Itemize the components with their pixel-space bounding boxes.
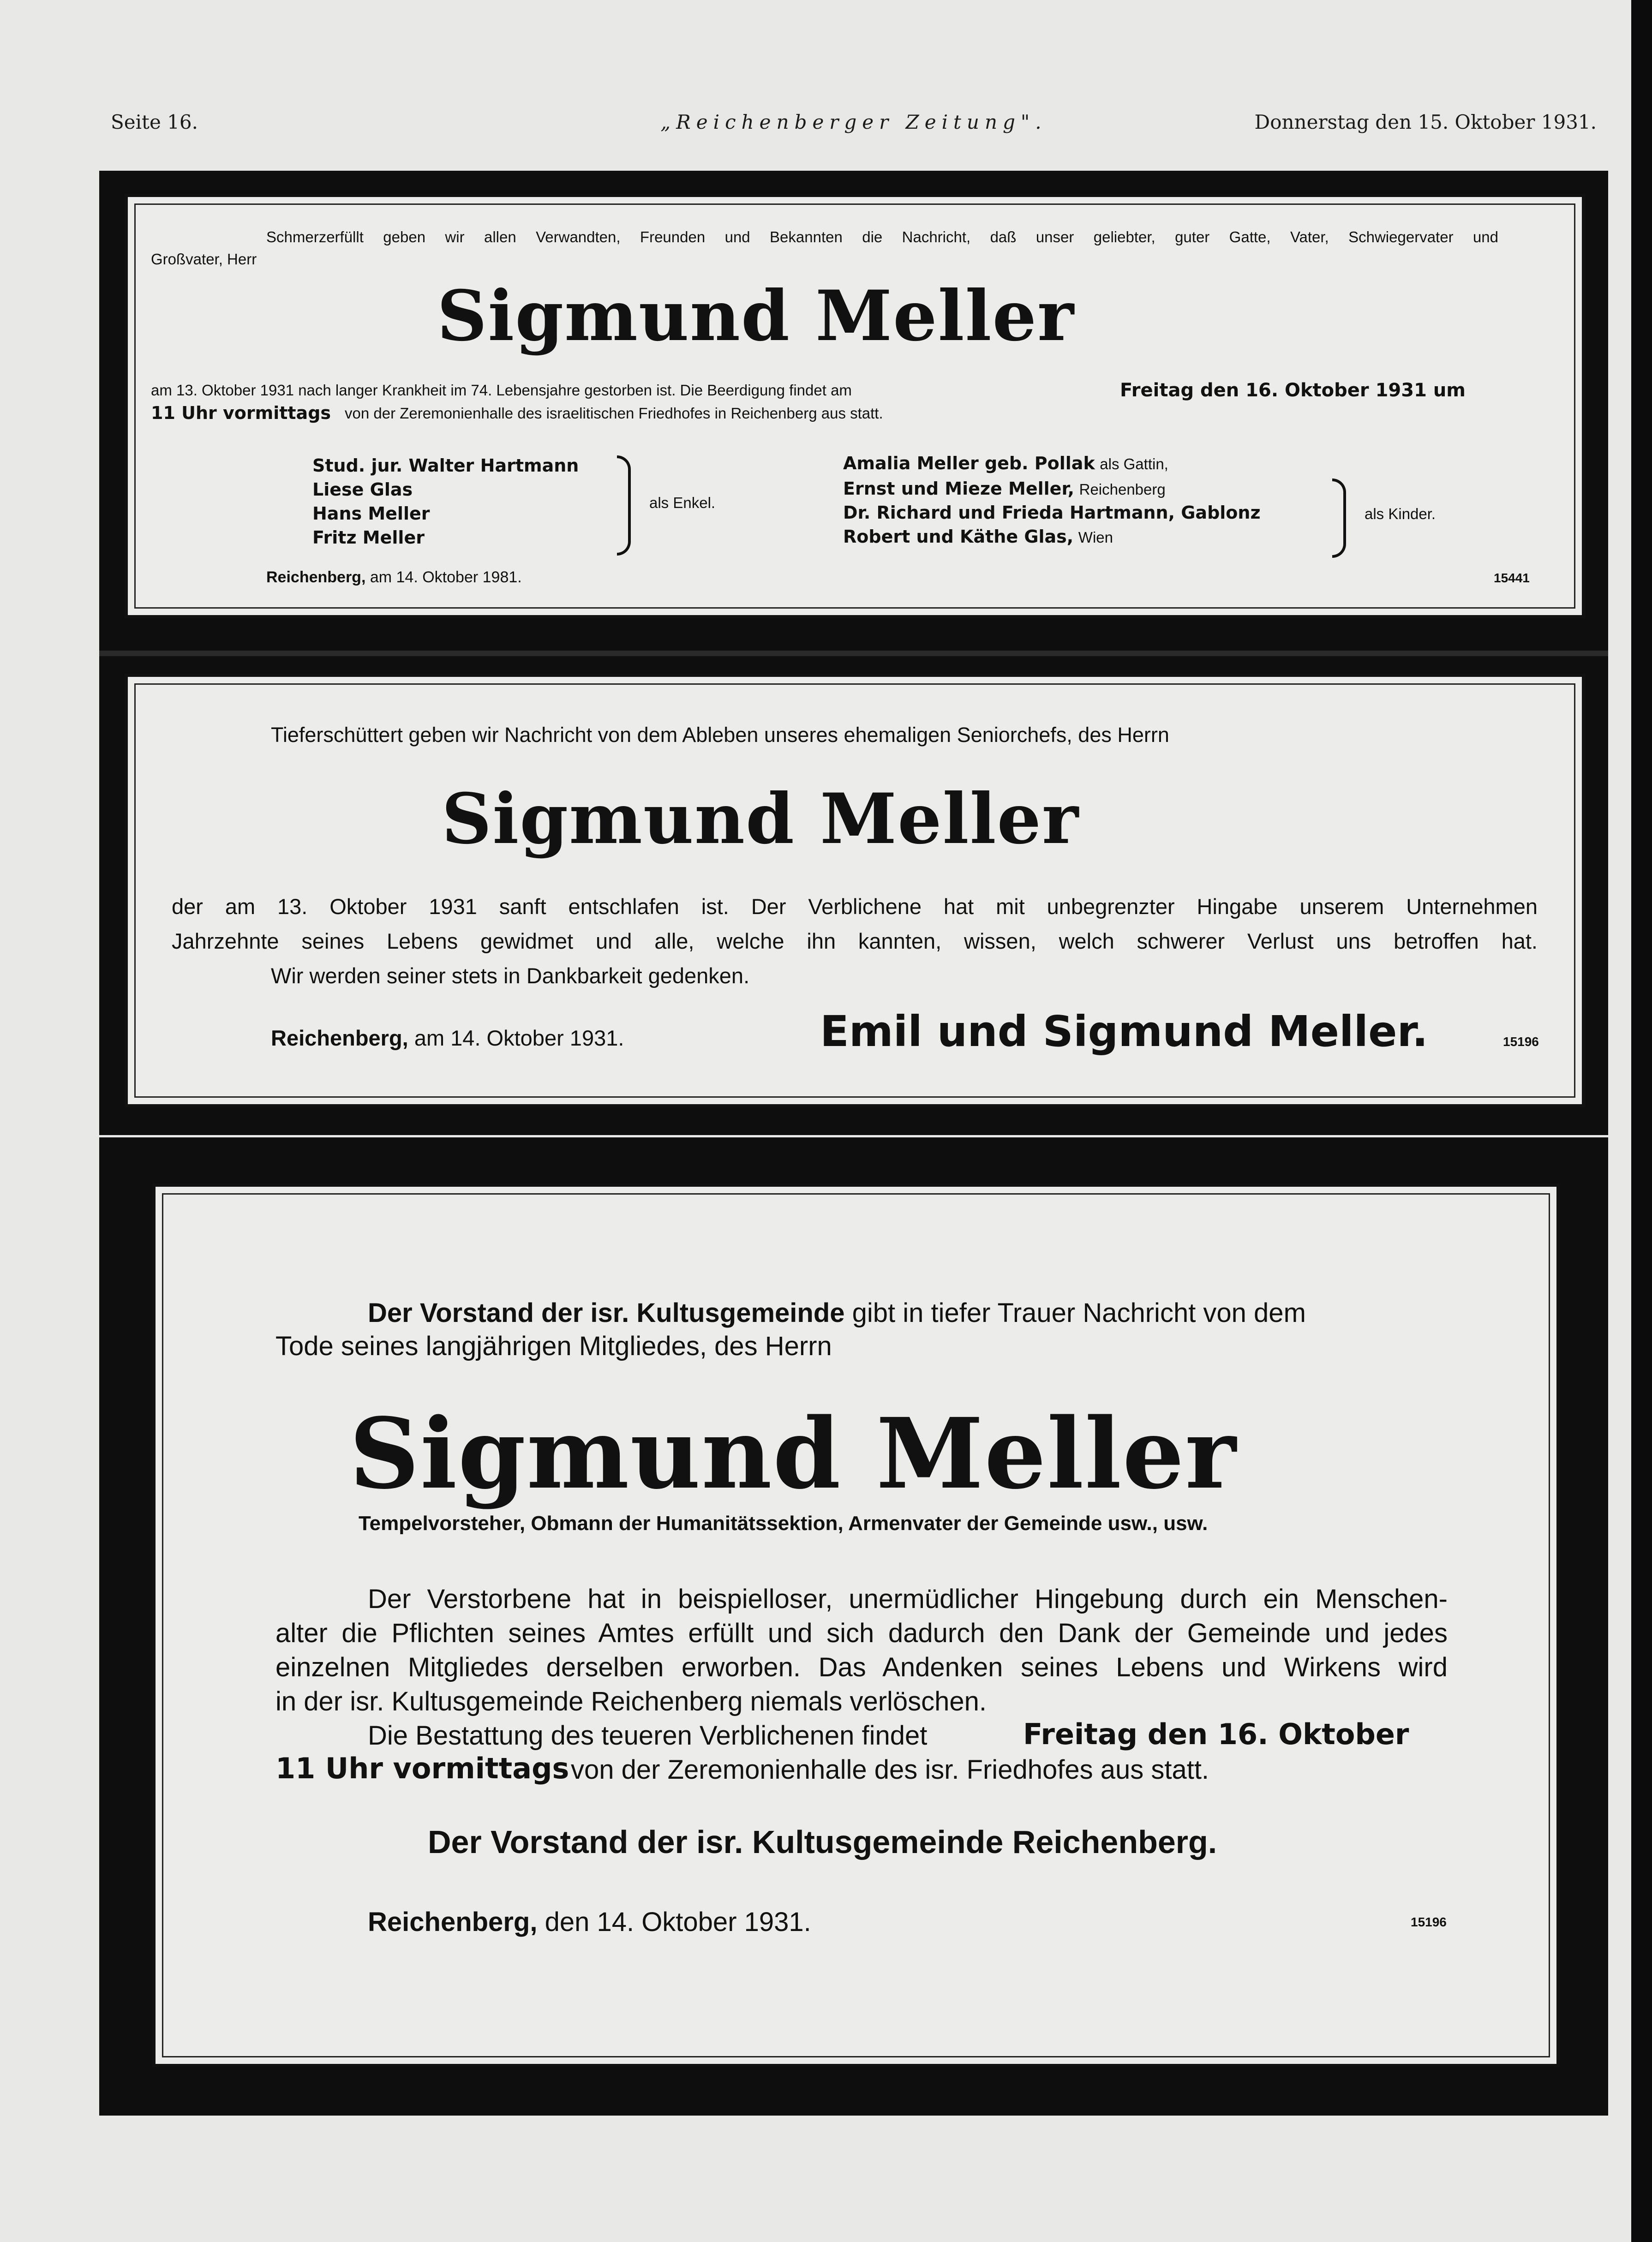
place-date [266,568,522,586]
ref-number: 15196 [1503,1034,1539,1049]
child-names: Dr. Richard und Frieda Hartmann, Gablonz [843,502,1261,523]
intro-text-cont: Tode seines langjährigen Mitgliedes, des Herrn [275,1331,832,1361]
child-place: Reichenberg [1079,481,1166,498]
intro-board: Der Vorstand der isr. Kultusgemeinde [368,1298,845,1328]
child-place: Wien [1078,529,1113,546]
issue-date: Donnerstag den 15. Oktober 1931. [1254,111,1597,133]
ref-number: 15196 [1411,1915,1447,1929]
children-brace [1332,478,1346,558]
intro-text-cont: Großvater, Herr [151,251,257,268]
place: Reichenberg, [271,1026,408,1050]
body-text: der am 13. Oktober 1931 sanft entschlafen ist. Der Verblichene hat mit unbegrenzter Hingabe unserem Unternehmen [172,894,1538,919]
body-text: Der Verstorbene hat in beispielloser, unermüdlicher Hingebung durch ein Menschen- [368,1584,1448,1614]
titles: Tempelvorsteher, Obmann der Humanitätssektion, Armenvater der Gemeinde usw., usw. [359,1512,1208,1535]
page-number: Seite 16. [111,111,198,133]
child-line [843,478,1166,499]
body-text: Jahrzehnte seines Lebens gewidmet und alle, welche ihn kannten, wissen, welch schwerer Verlust uns betroffen hat. [172,929,1538,953]
widow-label: als Gattin, [1100,455,1168,472]
grandchild-name: Hans Meller [312,503,430,524]
funeral-date: Freitag den 16. Oktober 1931 um [1120,380,1466,401]
child-names: Ernst und Mieze Meller, [843,478,1075,499]
deceased-name: Sigmund Meller [437,275,1075,357]
place-date [271,1025,624,1051]
children-label: als Kinder. [1365,505,1436,522]
body-text: einzelnen Mitgliedes derselben erworben. Das Andenken seines Lebens und Wirkens wird [275,1652,1448,1682]
grandchild-name: Stud. jur. Walter Hartmann [312,455,579,476]
date: den 14. Oktober 1931. [545,1907,811,1937]
funeral-time: 11 Uhr vormittags [151,403,331,423]
obituary-notice-family [125,194,1585,618]
signature: Der Vorstand der isr. Kultusgemeinde Reichenberg. [428,1824,1217,1860]
newspaper-title: „Reichenberger Zeitung". [660,111,1047,133]
body-text: alter die Pflichten seines Amtes erfüllt und sich dadurch den Dank der Gemeinde und jedes [275,1618,1448,1648]
body-text: in der isr. Kultusgemeinde Reichenberg niemals verlöschen. [275,1686,987,1716]
place: Reichenberg, [266,568,366,586]
widow-line [843,453,1168,474]
child-names: Robert und Käthe Glas, [843,526,1074,547]
date: am 14. Oktober 1981. [370,568,522,586]
intro-text: Tieferschüttert geben wir Nachricht von dem Ableben unseres ehemaligen Seniorchefs, des Herrn [271,723,1169,747]
intro-text: Schmerzerfüllt geben wir allen Verwandten, Freunden und Bekannten die Nachricht, daß unser geliebter, guter Gatte, Vater, Schwiegervater und [266,228,1498,245]
page-header [111,111,1597,148]
intro-text [368,1297,1306,1328]
grandchildren-label: als Enkel. [649,494,716,511]
funeral-time: 11 Uhr vormittags [275,1752,569,1785]
obituary-notice-community [152,1184,1560,2067]
signature: Emil und Sigmund Meller. [820,1007,1428,1056]
separator-rule [99,651,1608,656]
funeral-place: von der Zeremonienhalle des israelitischen Friedhofes in Reichenberg aus statt. [345,405,883,422]
death-text: am 13. Oktober 1931 nach langer Krankheit im 74. Lebensjahre gestorben ist. Die Beerdigung findet am [151,382,852,399]
body-text: Wir werden seiner stets in Dankbarkeit gedenken. [271,963,750,988]
grandchild-name: Liese Glas [312,479,413,500]
deceased-name: Sigmund Meller [349,1397,1237,1511]
funeral-place: von der Zeremonienhalle des isr. Friedhofes aus statt. [571,1755,1209,1785]
funeral-text: Die Bestattung des teueren Verblichenen findet [368,1721,928,1751]
deceased-name: Sigmund Meller [442,778,1080,860]
widow-name: Amalia Meller geb. Pollak [843,453,1095,473]
child-line [843,502,1261,523]
grandchildren-brace [617,455,631,556]
ref-number: 15441 [1494,571,1530,585]
date: am 14. Oktober 1931. [414,1026,624,1050]
place-date [368,1907,811,1937]
intro-rest: gibt in tiefer Trauer Nachricht von dem [852,1298,1306,1328]
child-line [843,526,1113,547]
funeral-date: Freitag den 16. Oktober [1023,1717,1409,1751]
page-edge-shadow [1631,0,1652,2242]
place: Reichenberg, [368,1907,538,1937]
obituary-notice-company [125,674,1585,1107]
grandchild-name: Fritz Meller [312,527,425,548]
